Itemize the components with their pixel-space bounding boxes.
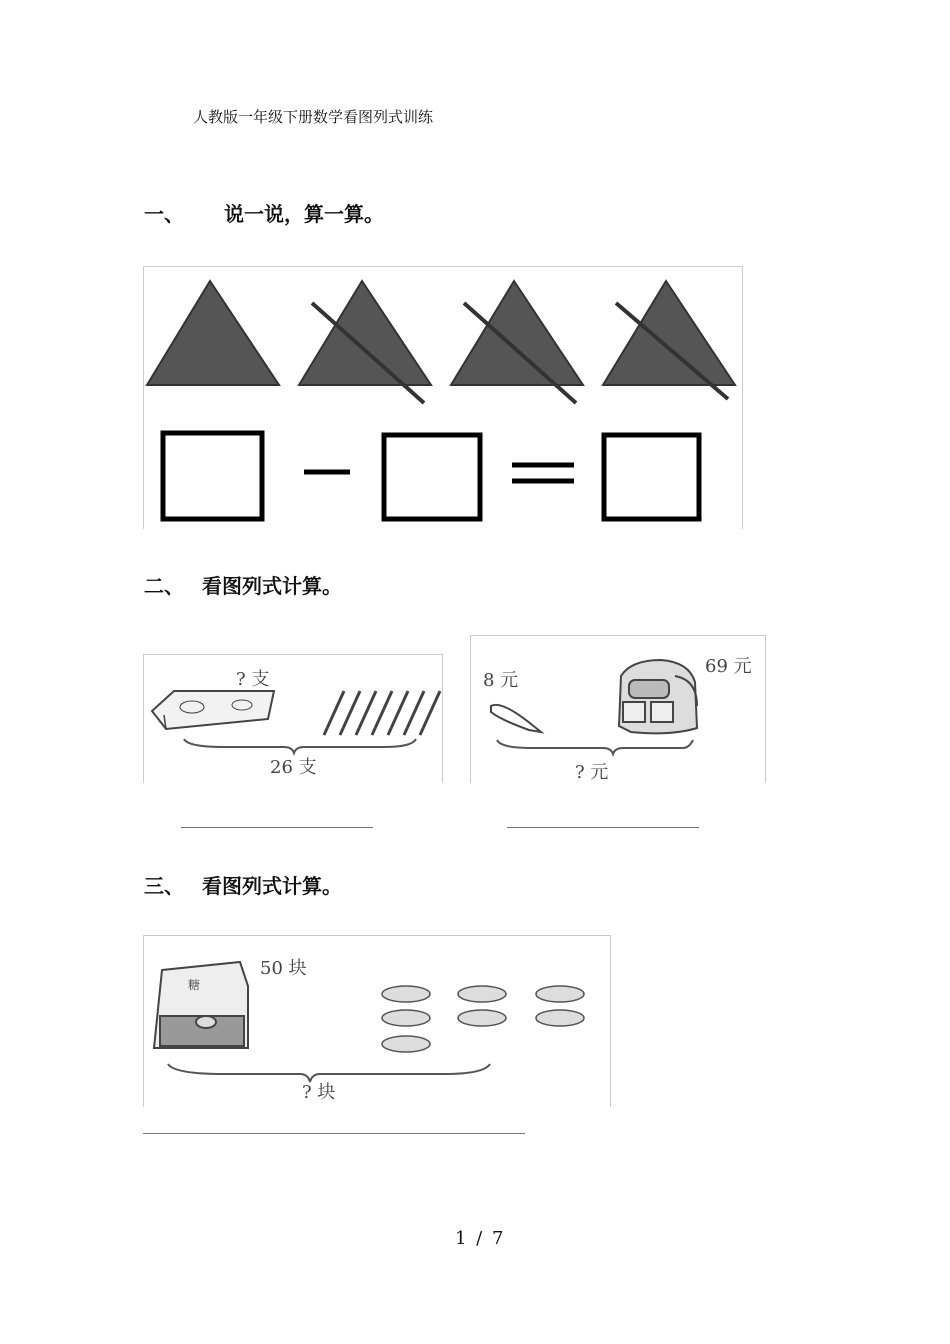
candy-bag-icon: [154, 962, 248, 1048]
pen-icon: [491, 705, 541, 732]
section-3-number: 三、: [144, 874, 184, 898]
page-number: 1 / 7: [455, 1228, 506, 1249]
pencil-case-bottom-label: 26 支: [270, 757, 317, 778]
brace: [184, 739, 416, 753]
pencils-icon: [324, 691, 440, 735]
pencil-case-icon: [152, 691, 274, 729]
answer-box-2: [384, 435, 480, 519]
section-2-number: 二、: [144, 574, 184, 598]
triangle-3: [451, 281, 583, 385]
pencil-case-top-label: ? 支: [236, 669, 270, 690]
answer-line-2a: [181, 827, 373, 828]
pen-price-label: 8 元: [483, 670, 519, 691]
section-2-title: 看图列式计算。: [202, 574, 342, 598]
candies-icon: [382, 986, 584, 1052]
document-title: 人教版一年级下册数学看图列式训练: [193, 108, 434, 126]
triangles-figure: [143, 266, 743, 529]
section-3-title: 看图列式计算。: [202, 874, 342, 898]
candy-total-label: ? 块: [302, 1082, 336, 1103]
candy-bag-label: 糖: [188, 978, 201, 992]
section-2-heading: [144, 570, 342, 599]
answer-box-1: [163, 433, 262, 519]
section-1-heading: [144, 198, 384, 227]
answer-line-2b: [507, 827, 699, 828]
backpack-total-label: ? 元: [575, 762, 609, 783]
candy-drawing: [144, 936, 610, 1107]
section-1-title: 说一说，算一算。: [224, 202, 384, 226]
answer-box-3: [604, 435, 699, 519]
backpack-icon: [619, 660, 697, 733]
brace: [497, 740, 693, 754]
candy-figure: [143, 935, 611, 1107]
section-3-heading: [144, 870, 342, 899]
candy-bag-count-label: 50 块: [260, 958, 307, 979]
triangle-4: [603, 281, 735, 385]
pencil-case-figure: [143, 654, 443, 783]
backpack-price-label: 69 元: [705, 656, 752, 677]
answer-line-3: [143, 1133, 525, 1134]
triangle-1: [147, 281, 279, 385]
section-1-number: 一、: [144, 202, 184, 226]
backpack-figure: [470, 635, 766, 783]
triangle-2: [299, 281, 431, 385]
backpack-drawing: [471, 636, 765, 783]
triangles-drawing: [144, 267, 742, 529]
